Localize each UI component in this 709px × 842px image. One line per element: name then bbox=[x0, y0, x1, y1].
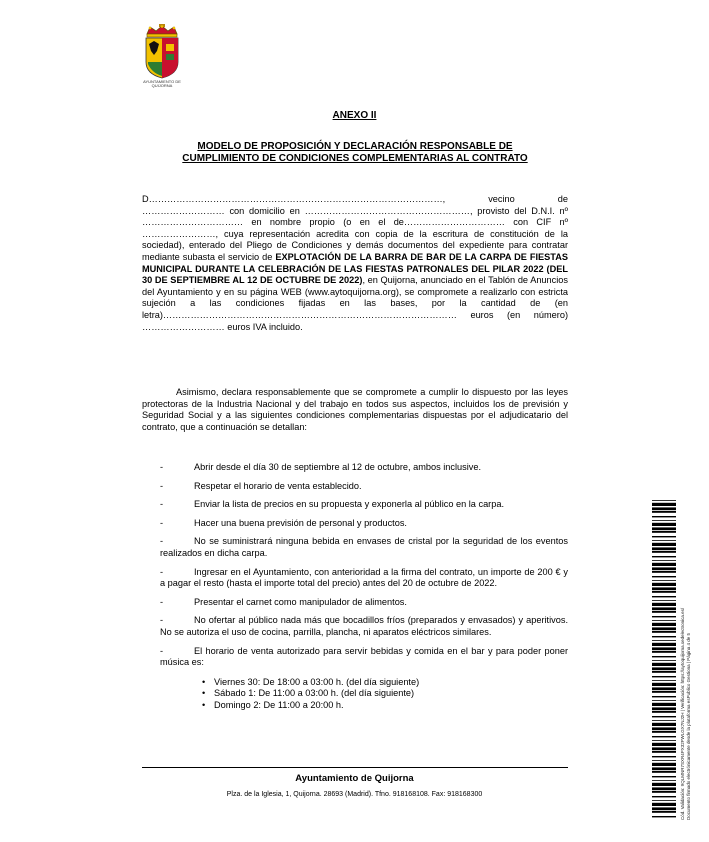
list-item bbox=[142, 646, 568, 712]
requirement-text: Abrir desde el día 30 de septiembre al 12 de octubre, ambos inclusive. bbox=[194, 462, 482, 472]
schedule-item: • Viernes 30: De 18:00 a 03:00 h. (del día siguiente) bbox=[176, 677, 568, 689]
list-dash: - bbox=[160, 536, 164, 547]
service-title: EXPLOTACIÓN DE LA BARRA DE BAR DE LA CARPA DE FIESTAS MUNICIPAL DURANTE LA CELEBRACIÓN DE LAS FIESTAS PATRONALES DEL PILAR 2022 (DEL 30 DE SEPTIEMBRE AL 12 DE OCTUBRE DE 2022) bbox=[142, 251, 568, 286]
list-dash: - bbox=[160, 480, 164, 491]
proposal-rest: , en Quijorna, anunciado en el Tablón de Anuncios del Ayuntamiento y en su página WEB (www.aytoquijorna.org), se compromete a realizarlo con estricta sujeción a las condiciones fijadas en las bases, por la cantidad de (en letra)…………………………………………………………………………………… euros (en número) ……………………… euros IVA incluido. bbox=[142, 275, 568, 332]
list-item bbox=[142, 499, 568, 511]
footer-organization: Ayuntamiento de Quijorna bbox=[295, 773, 414, 784]
requirement-text: El horario de venta autorizado para servir bebidas y comida en el bar y para poder poner música es: bbox=[160, 645, 568, 668]
list-dash: - bbox=[160, 615, 164, 626]
requirements-list bbox=[142, 462, 568, 719]
list-dash: - bbox=[160, 499, 164, 510]
proposal-paragraph bbox=[142, 194, 568, 333]
list-item bbox=[142, 567, 568, 590]
list-dash: - bbox=[160, 462, 164, 472]
footer-divider bbox=[142, 767, 568, 768]
list-dash: - bbox=[160, 566, 164, 577]
model-title-line-2: CUMPLIMIENTO DE CONDICIONES COMPLEMENTARIAS AL CONTRATO bbox=[182, 153, 528, 164]
list-item bbox=[142, 481, 568, 493]
declaration-paragraph: Asimismo, declara responsablemente que se compromete a cumplir lo dispuesto por las leyes protectoras de la Industria Nacional y del trabajo en todos sus aspectos, incluidos los de previsión y Seguridad Social y a las siguientes condiciones complementarias dispuestas por el adjudicatario del contrato, que a continuación se detallan: bbox=[142, 387, 568, 432]
list-item bbox=[142, 518, 568, 530]
requirement-text: Enviar la lista de precios en su propuesta y exponerla al público en la carpa. bbox=[194, 499, 505, 510]
crest-caption: AYUNTAMIENTO DE QUIJORNA bbox=[143, 79, 181, 88]
model-title bbox=[150, 141, 560, 165]
schedule-item: • Sábado 1: De 11:00 a 03:00 h. (del día siguiente) bbox=[176, 688, 568, 700]
validation-line-1: Cód. Validación: 9QLMNR7SXR4PX32FWLGX7NJ2H | Verificación: https://aytoquijorna.sedelectronica.es/ bbox=[680, 607, 685, 820]
requirement-text: Respetar el horario de venta establecido. bbox=[194, 480, 362, 491]
validation-stamp bbox=[680, 500, 691, 820]
list-dash: - bbox=[160, 596, 164, 607]
model-title-line-1: MODELO DE PROPOSICIÓN Y DECLARACIÓN RESPONSABLE DE bbox=[197, 141, 513, 152]
validation-barcode-icon bbox=[652, 500, 676, 818]
annex-title: ANEXO II bbox=[332, 110, 377, 121]
list-item bbox=[142, 536, 568, 559]
list-item bbox=[142, 615, 568, 638]
requirement-text: No ofertar al público nada más que bocadillos fríos (preparados y envasados) y aperitivos. No se autoriza el uso de cocina, parrilla, plancha, ni aparatos eléctricos similares. bbox=[160, 615, 568, 637]
validation-line-2: Documento firmado electrónicamente desde la plataforma esPublico Gestiona | Página 4 de 5 bbox=[685, 632, 691, 820]
list-item bbox=[142, 597, 568, 609]
list-item bbox=[142, 462, 568, 474]
requirement-text: Presentar el carnet como manipulador de alimentos. bbox=[194, 596, 407, 607]
proposal-intro: D……………………………………………………………………………………, vecino de ……………………… con domicilio en ………………………………………………, provisto del D.N.I. nº …………………………… en nombre propio (o en el de…………………………… con CIF nº ……………………, cuya representación acredita con copia de la escritura de constitución de la sociedad), enterado del Pliego de Condiciones y demás documentos del expediente para contratar mediante subasta el servicio de bbox=[142, 194, 568, 262]
list-dash: - bbox=[160, 517, 164, 528]
requirement-text: Ingresar en el Ayuntamiento, con anterioridad a la firma del contrato, un importe de 200 € y a pagar el resto (hasta el importe total del precio) antes del 20 de octubre de 2022. bbox=[160, 566, 568, 589]
footer-address: Plza. de la Iglesia, 1, Quijorna. 28693 (Madrid). Tfno. 918168108. Fax: 918168300 bbox=[226, 791, 483, 798]
list-dash: - bbox=[160, 645, 164, 656]
requirement-text: Hacer una buena previsión de personal y productos. bbox=[194, 517, 407, 528]
schedule-item: • Domingo 2: De 11:00 a 20:00 h. bbox=[176, 700, 568, 712]
schedule-list bbox=[176, 677, 568, 712]
requirement-text: No se suministrará ninguna bebida en envases de cristal por la seguridad de los eventos realizados en dicha carpa. bbox=[160, 536, 568, 558]
